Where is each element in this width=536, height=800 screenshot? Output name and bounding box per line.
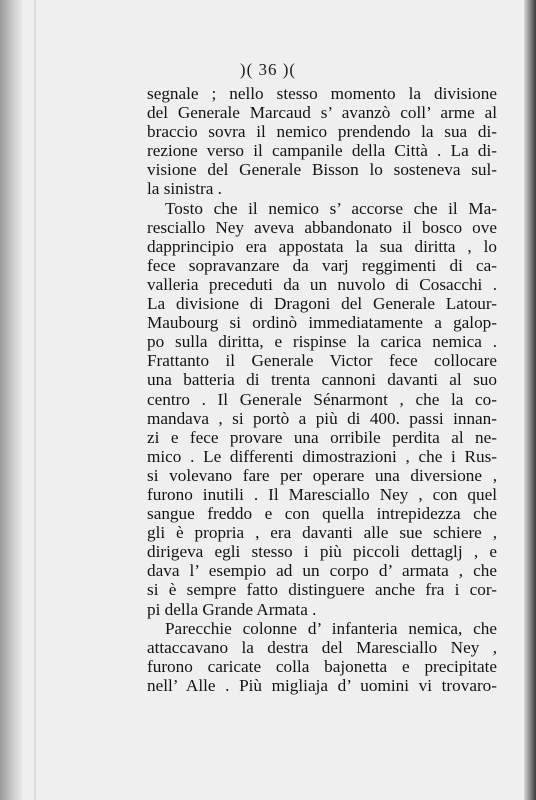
text-line: sangue freddo e con quella intrepidezza che <box>147 504 497 524</box>
text-line: valleria preceduti da un nuvolo di Cosacchi . <box>147 274 497 294</box>
page-gutter-shadow <box>0 0 22 800</box>
text-line: attaccavano la destra del Maresciallo Ney , <box>147 637 497 657</box>
text-line: po sulla diritta, e rispinse la carica nemica . <box>147 332 497 352</box>
text-line: Parecchie colonne d’ infanteria nemica, che <box>165 618 497 638</box>
text-line: nell’ Alle . Più migliaja d’ uomini vi trovaro- <box>147 675 497 695</box>
text-line: una batteria di trenta cannoni davanti al suo <box>147 370 497 390</box>
text-line: zi e fece provare una orribile perdita al ne- <box>147 427 497 447</box>
text-line: furono inutili . Il Maresciallo Ney , con quel <box>147 484 497 504</box>
text-line: del Generale Marcaud s’ avanzò coll’ arme al <box>147 103 497 123</box>
text-line: fece sopravanzare da varj reggimenti di ca- <box>147 255 497 275</box>
text-line: braccio sovra il nemico prendendo la sua di- <box>147 122 497 142</box>
text-line: resciallo Ney aveva abbandonato il bosco ove <box>147 217 497 237</box>
text-line: Frattanto il Generale Victor fece collocare <box>147 351 497 371</box>
page-number: )( 36 )( <box>239 60 297 79</box>
page-edge-shadow <box>524 0 536 800</box>
text-line: si è sempre fatto distinguere anche fra i cor- <box>147 580 497 600</box>
text-line: la sinistra . <box>147 179 222 199</box>
text-line: dirigeva egli stesso i più piccoli dettaglj , e <box>147 542 497 562</box>
text-line: dapprincipio era appostata la sua diritta , lo <box>147 236 497 256</box>
text-line: furono caricate colla bajonetta e precipitate <box>147 656 497 676</box>
page-fold-line <box>34 0 36 800</box>
text-line: centro . Il Generale Sénarmont , che la co- <box>147 389 497 409</box>
text-line: si volevano fare per operare una diversione , <box>147 465 497 485</box>
text-line: mandava , si portò a più di 400. passi innan- <box>147 408 497 428</box>
page-body-text <box>147 84 497 695</box>
text-line: rezione verso il campanile della Città . La di- <box>147 141 497 161</box>
text-line: pi della Grande Armata . <box>147 599 317 619</box>
text-line: Tosto che il nemico s’ accorse che il Ma- <box>165 198 497 218</box>
text-line: La divisione di Dragoni del Generale Latour- <box>147 294 497 314</box>
text-line: segnale ; nello stesso momento la divisione <box>147 84 497 103</box>
text-line: visione del Generale Bisson lo sosteneva sul- <box>147 160 497 180</box>
text-line: gli è propria , era davanti alle sue schiere , <box>147 523 497 543</box>
text-line: dava l’ esempio ad un corpo d’ armata , che <box>147 561 497 581</box>
text-line: mico . Le differenti dimostrazioni , che i Rus- <box>147 446 497 466</box>
text-line: Maubourg si ordinò immediatamente a galop- <box>147 313 497 333</box>
